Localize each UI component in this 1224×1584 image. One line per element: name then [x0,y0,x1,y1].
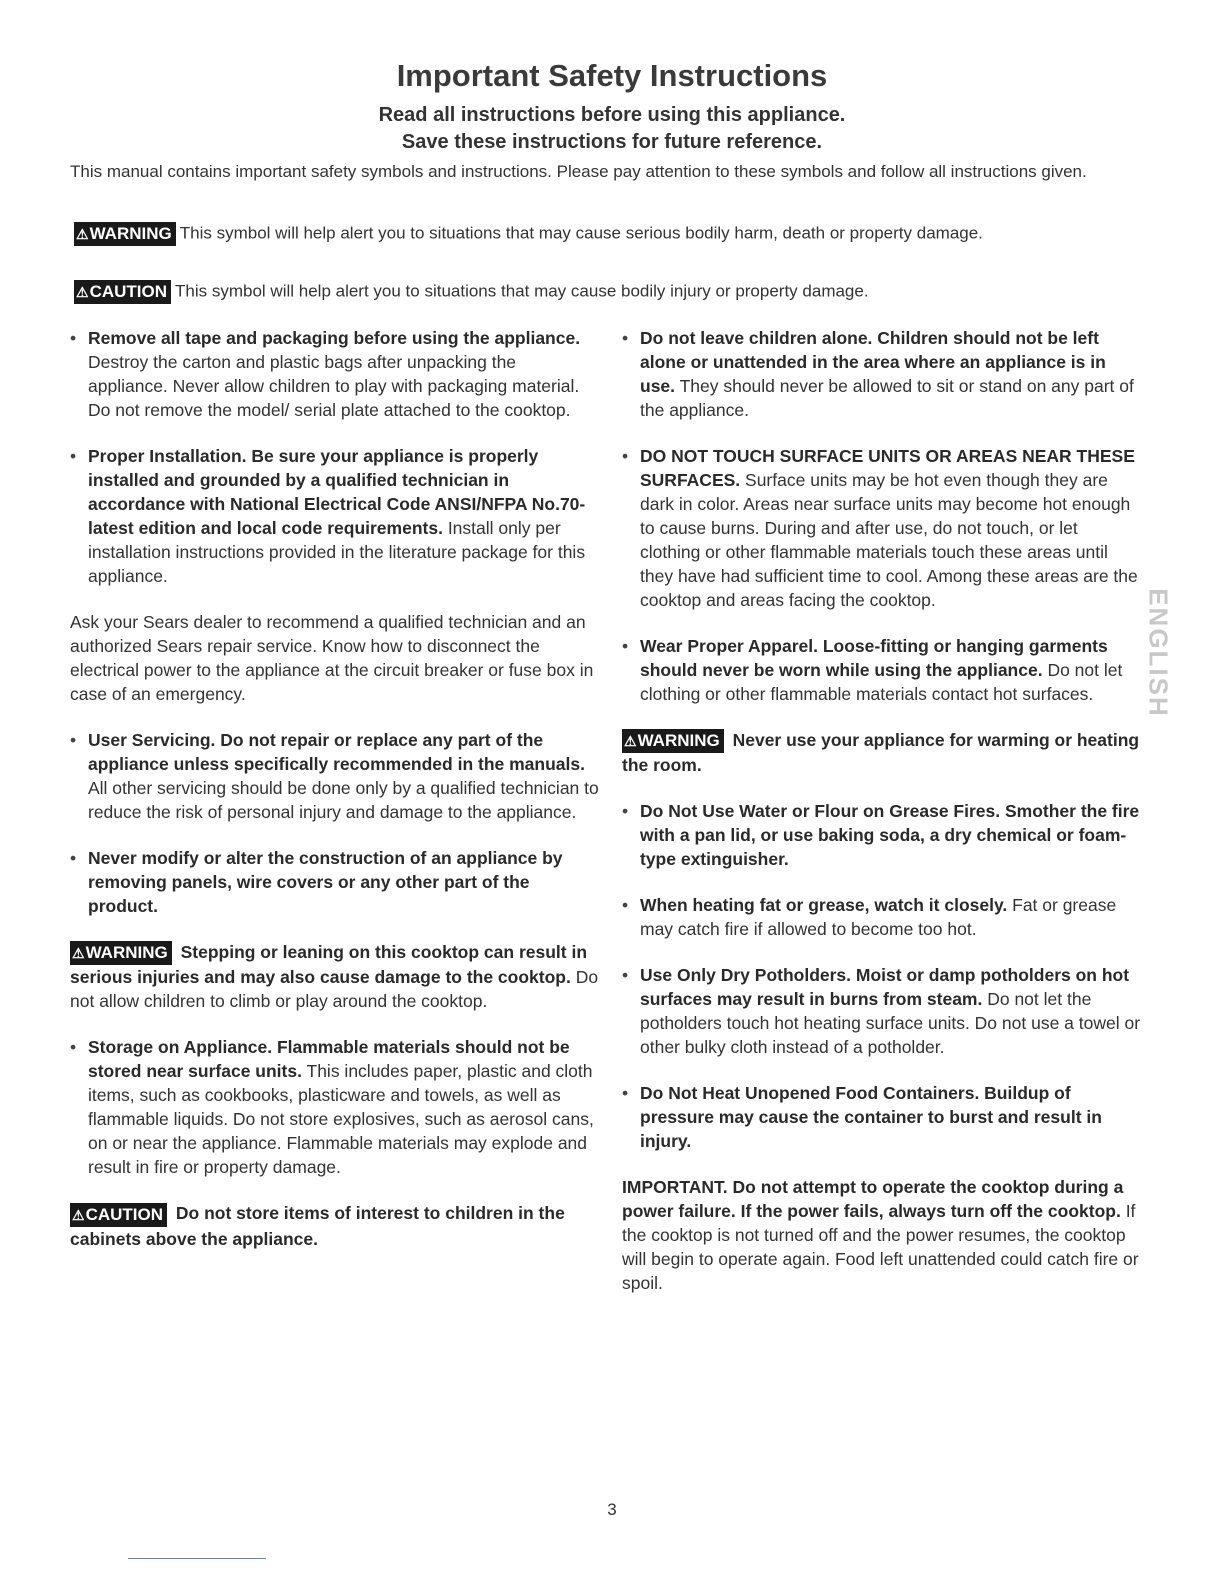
warning-badge: ⚠WARNING [622,729,724,753]
list-item: • Do not leave children alone. Children should not be left alone or unattended in the area where an appliance is in use. They should never be allowed to sit or stand on any part of the appliance. [622,328,1134,420]
bullet-icon: • [70,328,77,348]
intro-paragraph: This manual contains important safety symbols and instructions. Please pay attention to these symbols and follow all instructions given. [70,162,1087,181]
list-item: • Wear Proper Apparel. Loose-fitting or hanging garments should never be worn while using the appliance. Do not let clothing or other flammable materials contact hot surfaces. [622,636,1123,704]
caution-paragraph: ⚠CAUTION Do not store items of interest to children in the cabinets above the appliance. [70,1203,565,1249]
warning-paragraph: ⚠WARNING Never use your appliance for warming or heating the room. [622,730,1140,776]
list-item: • Never modify or alter the construction of an appliance by removing panels, wire covers or any other part of the product. [70,848,563,916]
subtitle-save-instructions: Save these instructions for future reference. [401,131,823,153]
list-item: • Do Not Use Water or Flour on Grease Fires. Smother the fire with a pan lid, or use baking soda, a dry chemical or foam-type extinguisher. [622,801,1140,870]
caution-badge: ⚠CAUTION [74,280,171,304]
warning-badge: ⚠WARNING [70,941,172,965]
list-item: • DO NOT TOUCH SURFACE UNITS OR AREAS NEAR THESE SURFACES. Surface units may be hot even though they are dark in color. Areas near surface units may become hot enough to cause burns. During and after use, do not touch, or let clothing or other flammable materials touch these areas until they have had sufficient time to cool. Among these areas are the cooktop and areas facing the cooktop. [622,446,1138,610]
bullet-icon: • [622,636,629,656]
language-side-tab: ENGLISH [1143,588,1174,718]
warning-triangle-icon: ⚠ [72,945,85,962]
dealer-paragraph: Ask your Sears dealer to recommend a qualified technician and an authorized Sears repair service. Know how to disconnect the electrical power to the appliance at the circuit breaker or fuse box in case of an emergency. [70,612,594,704]
list-item: • User Servicing. Do not repair or replace any part of the appliance unless specifically recommended in the manuals. All other servicing should be done only by a qualified technician to reduce the risk of personal injury and damage to the appliance. [70,730,599,822]
bullet-icon: • [622,446,629,466]
important-paragraph: IMPORTANT. Do not attempt to operate the cooktop during a power failure. If the power fails, always turn off the cooktop. If the cooktop is not turned off and the power resumes, the cooktop will begin to operate again. Food left unattended could catch fire or spoil. [622,1177,1139,1294]
warning-legend [74,222,1154,246]
list-item: • Do Not Heat Unopened Food Containers. Buildup of pressure may cause the container to burst and result in injury. [622,1083,1102,1152]
bullet-icon: • [70,848,77,868]
caution-legend-text: This symbol will help alert you to situations that may cause bodily injury or property damage. [175,281,869,301]
list-item: • Use Only Dry Potholders. Moist or damp potholders on hot surfaces may result in burns from steam. Do not let the potholders touch hot heating surface units. Do not use a towel or other bulky cloth instead of a potholder. [622,965,1141,1058]
page-number: 3 [607,1500,617,1519]
list-item: • Storage on Appliance. Flammable materials should not be stored near surface units. This includes paper, plastic and cloth items, such as cookbooks, plasticware and towels, as well as flammable liquids. Do not store explosives, such as aerosol cans, on or near the appliance. Flammable materials may explode and result in fire or property damage. [70,1037,594,1178]
bullet-icon: • [622,1083,629,1104]
warning-triangle-icon: ⚠ [76,284,89,300]
bullet-icon: • [70,446,77,466]
right-column [622,326,1142,1317]
bullet-icon: • [622,801,629,822]
footer-rule [128,1558,266,1559]
warning-badge: ⚠WARNING [74,222,176,246]
bullet-icon: • [622,328,629,348]
warning-triangle-icon: ⚠ [624,733,637,750]
list-item: • Proper Installation. Be sure your appliance is properly installed and grounded by a qualified technician in accordance with National Electrical Code ANSI/NFPA No.70-latest edition and local code requirements. Install only per installation instructions provided in the literature package for this appliance. [70,446,586,586]
left-column [70,326,600,1273]
subtitle-read-instructions: Read all instructions before using this appliance. [378,104,846,126]
bullet-icon: • [622,895,629,916]
caution-badge: ⚠CAUTION [70,1203,167,1227]
list-item: • Remove all tape and packaging before using the appliance. Destroy the carton and plastic bags after unpacking the appliance. Never allow children to play with packaging material. Do not remove the model/ serial plate attached to the cooktop. [70,328,581,420]
warning-triangle-icon: ⚠ [76,226,89,242]
warning-legend-text: This symbol will help alert you to situations that may cause serious bodily harm, death or property damage. [179,223,983,243]
bullet-icon: • [70,1037,77,1058]
warning-paragraph: ⚠WARNING Stepping or leaning on this cooktop can result in serious injuries and may also cause damage to the cooktop. Do not allow children to climb or play around the cooktop. [70,942,599,1012]
bullet-icon: • [622,965,629,986]
list-item: • When heating fat or grease, watch it closely. Fat or grease may catch fire if allowed to become too hot. [622,895,1117,940]
bullet-icon: • [70,730,77,750]
warning-triangle-icon: ⚠ [72,1206,85,1223]
page-title: Important Safety Instructions [396,58,828,93]
caution-legend [74,280,1154,304]
